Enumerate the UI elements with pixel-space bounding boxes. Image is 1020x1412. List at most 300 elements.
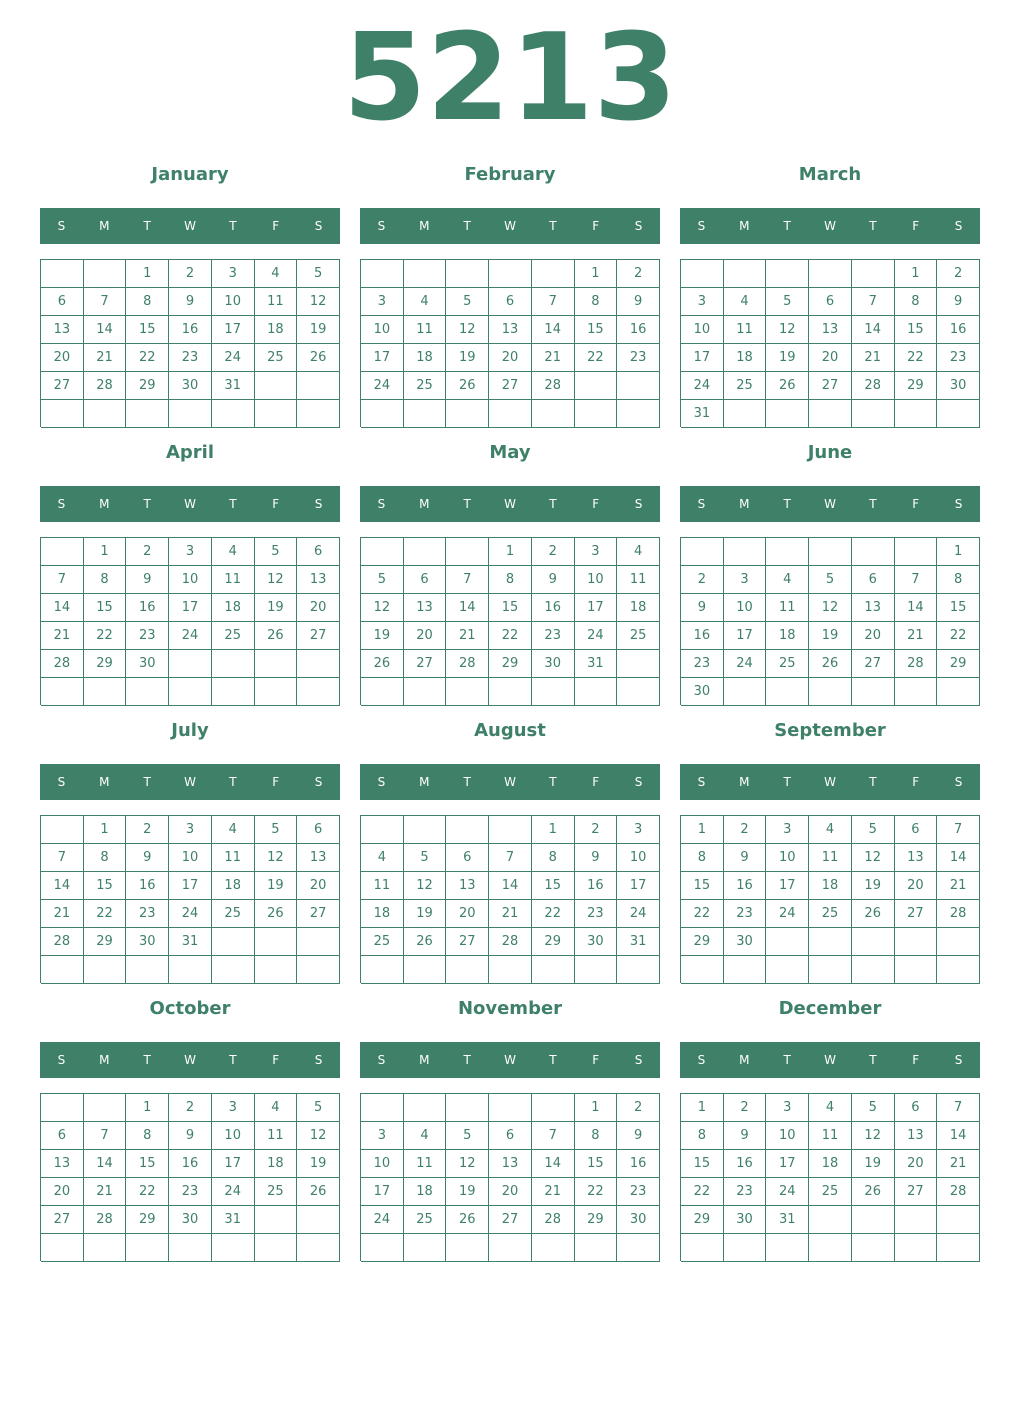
day-grid [680,815,980,983]
day-cell: 2 [169,260,212,288]
day-cell: 12 [404,872,447,900]
day-cell: 10 [724,594,767,622]
empty-day-cell [212,400,255,428]
day-cell: 2 [532,538,575,566]
month-title: May [489,442,531,463]
day-cell: 17 [766,872,809,900]
day-cell: 10 [766,844,809,872]
day-cell: 5 [297,1094,340,1122]
weekday-label: T [783,219,791,233]
day-cell: 17 [169,872,212,900]
day-cell: 20 [895,872,938,900]
empty-day-cell [895,1234,938,1262]
day-cell: 13 [446,872,489,900]
day-cell: 29 [126,372,169,400]
day-cell: 19 [255,594,298,622]
day-cell: 26 [852,1178,895,1206]
day-cell: 19 [446,1178,489,1206]
empty-day-cell [724,956,767,984]
day-cell: 13 [489,1150,532,1178]
day-cell: 15 [126,1150,169,1178]
empty-day-cell [212,928,255,956]
day-cell: 5 [446,288,489,316]
empty-day-cell [724,678,767,706]
day-grid [40,537,340,705]
day-cell: 16 [681,622,724,650]
day-cell: 28 [852,372,895,400]
day-grid [360,815,660,983]
day-cell: 13 [895,844,938,872]
day-cell: 2 [681,566,724,594]
day-cell: 13 [809,316,852,344]
day-cell: 5 [809,566,852,594]
empty-day-cell [361,1094,404,1122]
day-cell: 4 [617,538,660,566]
day-cell: 28 [84,372,127,400]
day-cell: 2 [575,816,618,844]
day-cell: 10 [169,844,212,872]
empty-day-cell [575,956,618,984]
empty-day-cell [766,928,809,956]
weekday-label: T [143,1053,151,1067]
day-cell: 23 [724,1178,767,1206]
weekday-label: M [99,497,110,511]
weekday-label: M [99,1053,110,1067]
empty-day-cell [724,538,767,566]
day-cell: 4 [404,288,447,316]
month-title: June [807,442,853,463]
empty-day-cell [169,650,212,678]
day-cell: 22 [489,622,532,650]
day-cell: 18 [361,900,404,928]
day-cell: 12 [297,288,340,316]
day-cell: 19 [361,622,404,650]
empty-day-cell [852,400,895,428]
day-cell: 22 [126,1178,169,1206]
weekday-label: F [272,1053,280,1067]
day-cell: 26 [297,344,340,372]
day-cell: 13 [895,1122,938,1150]
weekday-label: F [272,497,280,511]
day-cell: 5 [255,816,298,844]
empty-day-cell [681,538,724,566]
empty-day-cell [575,400,618,428]
empty-day-cell [489,956,532,984]
empty-day-cell [895,928,938,956]
day-cell: 24 [681,372,724,400]
day-cell: 26 [809,650,852,678]
day-cell: 30 [937,372,980,400]
empty-day-cell [852,260,895,288]
day-cell: 7 [532,288,575,316]
month-title: August [474,720,546,741]
day-cell: 13 [41,316,84,344]
day-cell: 16 [575,872,618,900]
day-cell: 2 [617,1094,660,1122]
day-cell: 27 [446,928,489,956]
day-cell: 5 [852,1094,895,1122]
day-cell: 26 [297,1178,340,1206]
empty-day-cell [169,956,212,984]
empty-day-cell [532,1234,575,1262]
weekday-header [360,208,660,244]
weekday-label: T [549,219,557,233]
weekday-header [680,486,980,522]
empty-day-cell [532,678,575,706]
day-cell: 10 [212,1122,255,1150]
day-cell: 25 [809,1178,852,1206]
day-cell: 2 [724,816,767,844]
weekday-label: M [419,1053,430,1067]
day-cell: 6 [852,566,895,594]
empty-day-cell [489,1094,532,1122]
weekday-label: F [592,775,600,789]
empty-day-cell [895,538,938,566]
day-cell: 31 [212,372,255,400]
day-cell: 19 [852,1150,895,1178]
empty-day-cell [169,678,212,706]
day-cell: 26 [404,928,447,956]
weekday-label: W [824,219,836,233]
day-cell: 2 [126,538,169,566]
empty-day-cell [361,400,404,428]
day-cell: 20 [895,1150,938,1178]
empty-day-cell [852,1206,895,1234]
day-cell: 22 [681,1178,724,1206]
day-cell: 1 [84,816,127,844]
empty-day-cell [489,400,532,428]
day-cell: 1 [489,538,532,566]
day-cell: 24 [169,622,212,650]
day-cell: 11 [809,844,852,872]
day-cell: 13 [852,594,895,622]
day-cell: 11 [766,594,809,622]
empty-day-cell [41,816,84,844]
day-grid [680,259,980,427]
day-cell: 1 [575,1094,618,1122]
day-cell: 7 [84,1122,127,1150]
day-cell: 1 [681,816,724,844]
empty-day-cell [361,678,404,706]
day-cell: 27 [41,1206,84,1234]
empty-day-cell [84,1094,127,1122]
day-cell: 9 [724,844,767,872]
day-grid [40,1093,340,1261]
day-cell: 29 [489,650,532,678]
weekday-header [40,764,340,800]
day-cell: 23 [575,900,618,928]
day-cell: 13 [297,566,340,594]
empty-day-cell [126,400,169,428]
weekday-header [680,208,980,244]
weekday-label: T [549,1053,557,1067]
weekday-label: M [419,219,430,233]
weekday-header [360,1042,660,1078]
day-cell: 9 [532,566,575,594]
year-title: 5213 [343,9,677,148]
day-cell: 20 [404,622,447,650]
day-cell: 30 [532,650,575,678]
weekday-label: T [463,497,471,511]
day-cell: 1 [681,1094,724,1122]
empty-day-cell [41,1234,84,1262]
day-cell: 25 [255,1178,298,1206]
day-cell: 3 [724,566,767,594]
empty-day-cell [532,400,575,428]
day-cell: 17 [212,316,255,344]
empty-day-cell [617,372,660,400]
empty-day-cell [724,260,767,288]
day-cell: 6 [895,1094,938,1122]
day-cell: 16 [126,872,169,900]
day-cell: 12 [446,1150,489,1178]
day-cell: 16 [617,1150,660,1178]
day-cell: 8 [681,844,724,872]
weekday-label: T [869,497,877,511]
day-cell: 25 [724,372,767,400]
day-cell: 27 [895,1178,938,1206]
day-cell: 12 [255,566,298,594]
empty-day-cell [937,928,980,956]
empty-day-cell [84,678,127,706]
day-cell: 28 [937,1178,980,1206]
weekday-label: S [377,219,386,233]
month-title: February [464,164,556,185]
day-cell: 26 [255,900,298,928]
day-cell: 12 [809,594,852,622]
day-cell: 12 [852,844,895,872]
day-cell: 3 [766,1094,809,1122]
empty-day-cell [361,538,404,566]
day-cell: 14 [532,1150,575,1178]
day-cell: 4 [766,566,809,594]
empty-day-cell [681,260,724,288]
weekday-label: W [184,775,196,789]
empty-day-cell [681,956,724,984]
empty-day-cell [724,1234,767,1262]
day-cell: 11 [809,1122,852,1150]
empty-day-cell [852,956,895,984]
day-cell: 22 [84,900,127,928]
empty-day-cell [809,928,852,956]
day-cell: 11 [617,566,660,594]
day-cell: 13 [404,594,447,622]
day-cell: 20 [297,594,340,622]
empty-day-cell [212,1234,255,1262]
day-cell: 2 [937,260,980,288]
weekday-label: S [377,1053,386,1067]
day-cell: 24 [766,1178,809,1206]
empty-day-cell [404,1094,447,1122]
day-cell: 8 [895,288,938,316]
day-cell: 24 [575,622,618,650]
empty-day-cell [852,678,895,706]
day-cell: 12 [255,844,298,872]
day-cell: 28 [446,650,489,678]
day-cell: 15 [84,594,127,622]
day-cell: 23 [681,650,724,678]
day-cell: 21 [41,900,84,928]
empty-day-cell [937,400,980,428]
empty-day-cell [809,538,852,566]
day-cell: 6 [809,288,852,316]
day-cell: 16 [937,316,980,344]
empty-day-cell [575,678,618,706]
day-cell: 16 [532,594,575,622]
empty-day-cell [84,400,127,428]
day-cell: 14 [532,316,575,344]
day-cell: 4 [724,288,767,316]
weekday-label: M [739,219,750,233]
weekday-label: S [57,775,66,789]
weekday-label: T [143,775,151,789]
day-cell: 29 [126,1206,169,1234]
day-cell: 6 [41,1122,84,1150]
empty-day-cell [766,400,809,428]
day-cell: 3 [575,538,618,566]
day-cell: 27 [895,900,938,928]
day-cell: 26 [255,622,298,650]
day-cell: 7 [446,566,489,594]
day-grid [360,537,660,705]
day-cell: 22 [575,1178,618,1206]
day-cell: 1 [532,816,575,844]
day-cell: 4 [212,538,255,566]
day-cell: 12 [297,1122,340,1150]
empty-day-cell [361,816,404,844]
weekday-label: F [592,219,600,233]
day-cell: 23 [617,344,660,372]
day-cell: 28 [895,650,938,678]
day-cell: 6 [404,566,447,594]
empty-day-cell [297,1206,340,1234]
empty-day-cell [84,260,127,288]
weekday-label: F [912,775,920,789]
empty-day-cell [297,1234,340,1262]
day-cell: 3 [766,816,809,844]
day-cell: 18 [617,594,660,622]
day-cell: 9 [617,288,660,316]
day-cell: 19 [255,872,298,900]
day-cell: 8 [126,288,169,316]
weekday-label: T [143,219,151,233]
day-cell: 26 [446,372,489,400]
day-cell: 15 [84,872,127,900]
empty-day-cell [766,538,809,566]
empty-day-cell [404,678,447,706]
day-cell: 18 [809,1150,852,1178]
day-cell: 8 [575,288,618,316]
day-cell: 11 [404,316,447,344]
day-cell: 17 [212,1150,255,1178]
day-cell: 22 [937,622,980,650]
day-cell: 18 [724,344,767,372]
empty-day-cell [766,956,809,984]
day-cell: 10 [617,844,660,872]
empty-day-cell [766,678,809,706]
weekday-header [680,1042,980,1078]
day-cell: 15 [489,594,532,622]
day-cell: 13 [297,844,340,872]
day-cell: 31 [212,1206,255,1234]
day-cell: 7 [84,288,127,316]
day-cell: 21 [489,900,532,928]
month-title: October [149,998,231,1019]
day-cell: 1 [126,260,169,288]
empty-day-cell [532,1094,575,1122]
day-cell: 11 [255,288,298,316]
day-cell: 15 [681,872,724,900]
day-cell: 19 [446,344,489,372]
day-cell: 9 [126,566,169,594]
day-cell: 4 [404,1122,447,1150]
empty-day-cell [84,1234,127,1262]
day-cell: 14 [937,1122,980,1150]
day-cell: 25 [809,900,852,928]
empty-day-cell [809,678,852,706]
day-cell: 21 [852,344,895,372]
day-cell: 17 [724,622,767,650]
day-cell: 24 [361,1206,404,1234]
empty-day-cell [809,1234,852,1262]
weekday-header [360,764,660,800]
day-cell: 30 [126,650,169,678]
day-cell: 21 [937,872,980,900]
day-cell: 11 [255,1122,298,1150]
day-cell: 21 [41,622,84,650]
day-cell: 2 [169,1094,212,1122]
empty-day-cell [809,956,852,984]
day-cell: 14 [41,872,84,900]
day-cell: 31 [575,650,618,678]
day-cell: 20 [41,344,84,372]
empty-day-cell [212,650,255,678]
day-grid [680,537,980,705]
day-cell: 10 [212,288,255,316]
day-cell: 5 [446,1122,489,1150]
day-cell: 21 [532,344,575,372]
empty-day-cell [255,956,298,984]
day-cell: 14 [41,594,84,622]
month-title: November [457,998,563,1019]
weekday-label: M [739,1053,750,1067]
day-cell: 23 [937,344,980,372]
weekday-label: T [869,219,877,233]
empty-day-cell [575,372,618,400]
weekday-label: S [634,775,643,789]
day-cell: 16 [724,1150,767,1178]
day-cell: 6 [41,288,84,316]
month-title: January [151,164,229,185]
day-cell: 20 [297,872,340,900]
day-cell: 29 [532,928,575,956]
weekday-label: S [697,497,706,511]
weekday-label: S [634,219,643,233]
weekday-label: W [824,497,836,511]
day-cell: 8 [575,1122,618,1150]
weekday-label: W [184,497,196,511]
day-cell: 18 [766,622,809,650]
day-cell: 24 [169,900,212,928]
empty-day-cell [297,956,340,984]
weekday-label: S [57,497,66,511]
empty-day-cell [126,1234,169,1262]
weekday-label: T [463,219,471,233]
day-cell: 12 [361,594,404,622]
empty-day-cell [575,1234,618,1262]
day-cell: 11 [361,872,404,900]
empty-day-cell [297,400,340,428]
